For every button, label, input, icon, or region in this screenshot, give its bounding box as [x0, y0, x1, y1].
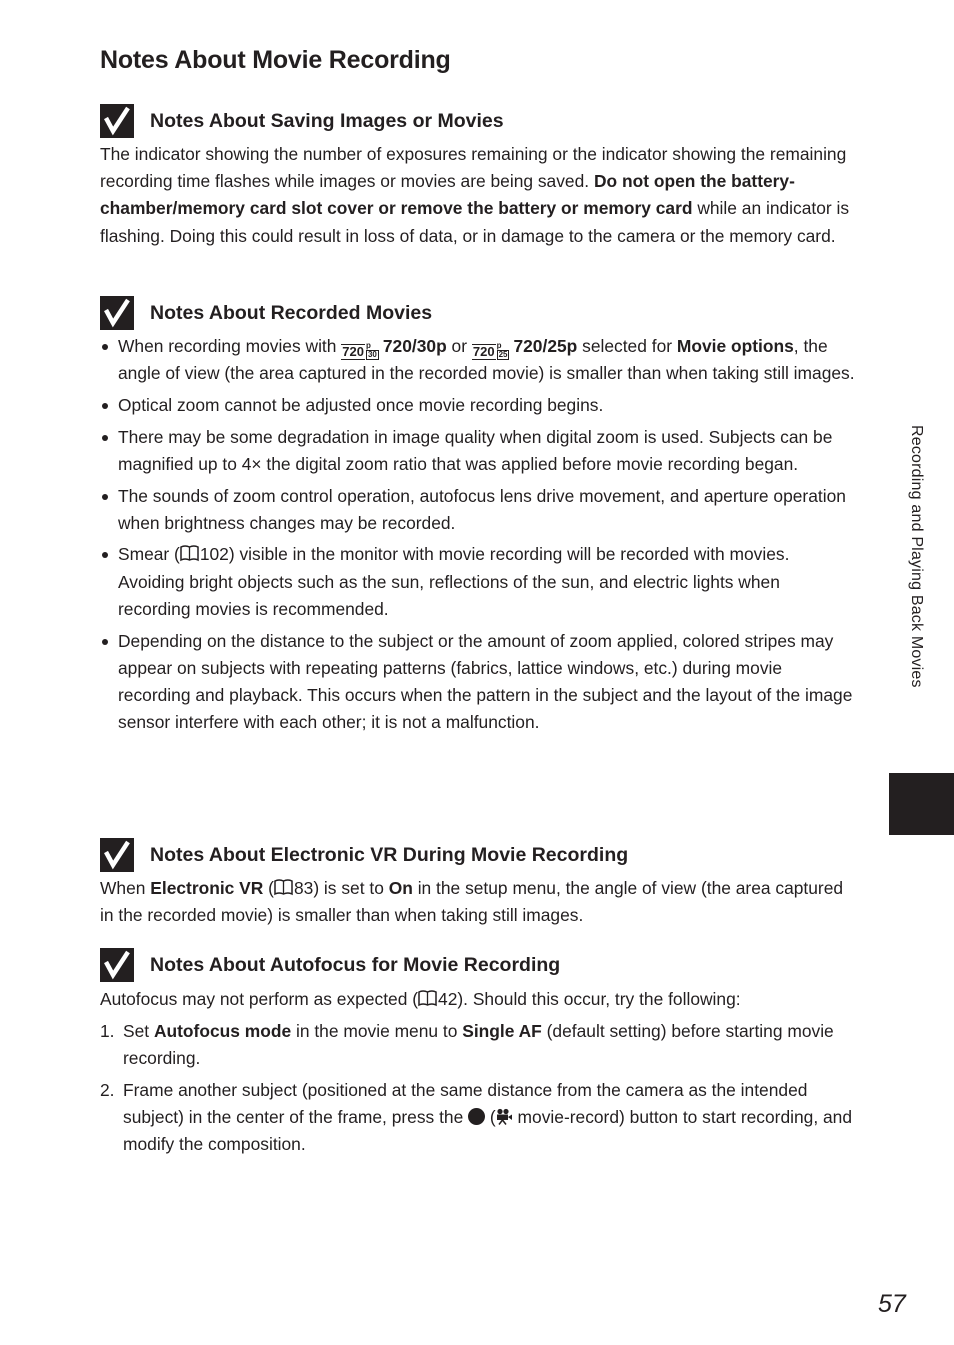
text-run: When recording movies with	[118, 336, 342, 356]
page-reference[interactable]: 42	[438, 989, 458, 1009]
text-run: When	[100, 878, 151, 898]
text-run: or	[446, 336, 472, 356]
step-number: 2.	[100, 1079, 115, 1100]
text-run: ) is set to	[313, 878, 389, 898]
recorded-bullet-list	[100, 333, 856, 741]
page-title: Notes About Movie Recording	[100, 46, 451, 74]
text-run: (	[263, 878, 274, 898]
bold-term: Autofocus mode	[153, 1021, 292, 1041]
mode-p: p	[496, 341, 502, 350]
bold-term: Single AF	[462, 1021, 542, 1041]
section-heading-recorded	[100, 296, 432, 330]
bold-term: 720/30p	[382, 336, 447, 356]
text-run: selected for	[577, 336, 677, 356]
text-run: while an indicator is flashing. Doing this could result in loss of data, or in damage to the camera or the memory card.	[100, 198, 850, 246]
section-heading-saving	[100, 104, 504, 138]
note-check-icon	[100, 838, 134, 872]
movie-camera-icon	[496, 1108, 513, 1125]
text-run: in the movie menu to	[291, 1021, 463, 1041]
720p-mode-icon	[472, 338, 510, 360]
list-item	[100, 541, 856, 623]
side-tab-marker	[889, 773, 954, 835]
book-reference-icon	[418, 990, 437, 1007]
bold-term: Electronic VR	[150, 878, 264, 898]
autofocus-intro	[100, 986, 856, 1013]
note-check-icon	[100, 104, 134, 138]
bold-term: 720/25p	[513, 336, 578, 356]
text-run: Frame another subject (positioned at the same distance from the camera as the intended subject) in the center of the frame, press the	[123, 1079, 808, 1128]
mode-fps: 25	[498, 350, 508, 359]
bold-term: Movie options	[676, 336, 794, 356]
step-item	[100, 1018, 856, 1072]
text-run: (default setting) before starting movie recording.	[123, 1021, 834, 1069]
note-check-icon	[100, 296, 134, 330]
section-title: Notes About Electronic VR During Movie Recording	[150, 843, 629, 866]
list-item: Depending on the distance to the subject or the amount of zoom applied, colored stripes may appear on subjects with repeating patterns (fabrics, lattice windows, etc.) during movie recording and playback. This occurs when the pattern in the subject and the layout of the image sensor interfere with each other; it is not a malfunction.	[100, 628, 856, 737]
saving-paragraph	[100, 141, 856, 250]
text-run: Autofocus may not perform as expected (	[100, 989, 419, 1009]
text-run: , the angle of view (the area captured in the recorded movie) is smaller than when taking still images.	[118, 336, 855, 384]
text-run: in the setup menu, the angle of view (the area captured in the recorded movie) is smaller than when taking still images.	[100, 878, 844, 926]
mode-fps: 30	[367, 350, 377, 359]
list-item	[100, 333, 856, 387]
section-heading-autofocus	[100, 948, 560, 982]
autofocus-steps	[100, 1018, 856, 1163]
vr-paragraph	[100, 875, 856, 929]
section-title: Notes About Recorded Movies	[150, 301, 433, 324]
text-run: The indicator showing the number of exposures remaining or the indicator showing the remaining recording time flashes while images or movies are being saved.	[100, 144, 847, 192]
text-run: ) visible in the monitor with movie recording will be recorded with movies. Avoiding bright objects such as the sun, reflections of the sun, and electric lights when recording movies is recommended.	[118, 544, 790, 619]
text-run: Set	[123, 1021, 154, 1041]
book-reference-icon	[180, 545, 199, 562]
page-reference[interactable]: 102	[199, 544, 229, 565]
mode-resolution: 720	[342, 344, 364, 359]
page-reference[interactable]: 83	[293, 878, 314, 898]
side-tab-label: Recording and Playing Back Movies	[908, 425, 925, 688]
step-number: 1.	[100, 1021, 115, 1041]
text-run: Smear (	[118, 544, 180, 565]
bold-term: On	[388, 878, 413, 898]
section-heading-vr	[100, 838, 628, 872]
section-title: Notes About Autofocus for Movie Recording	[150, 953, 561, 976]
text-run: movie-record) button to start recording, and modify the composition.	[123, 1107, 852, 1155]
text-run: (	[485, 1107, 496, 1128]
mode-resolution: 720	[472, 344, 495, 359]
bold-warning: Do not open the battery-chamber/memory card slot cover or remove the battery or memory card	[100, 171, 795, 219]
step-item	[100, 1077, 856, 1159]
list-item: Optical zoom cannot be adjusted once movie recording begins.	[100, 392, 856, 419]
note-check-icon	[100, 948, 134, 982]
mode-p: p	[365, 341, 371, 350]
list-item: The sounds of zoom control operation, autofocus lens drive movement, and aperture operation when brightness changes may be recorded.	[100, 483, 856, 537]
section-title: Notes About Saving Images or Movies	[150, 109, 504, 132]
book-reference-icon	[274, 879, 293, 896]
record-dot-icon	[468, 1108, 485, 1125]
text-run: ). Should this occur, try the following:	[457, 989, 741, 1009]
page-number: 57	[878, 1290, 906, 1318]
list-item: There may be some degradation in image quality when digital zoom is used. Subjects can be magnified up to 4× the digital zoom ratio that was applied before movie recording began.	[100, 424, 856, 478]
720p-mode-icon	[341, 338, 379, 360]
